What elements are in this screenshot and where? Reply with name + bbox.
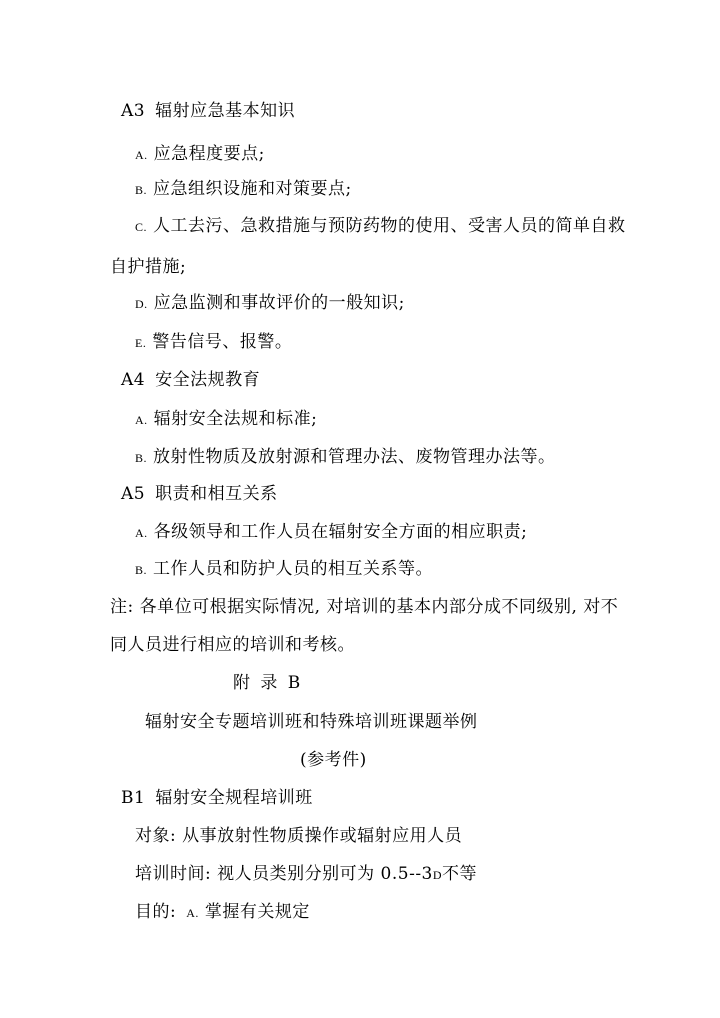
b1-purpose: [135, 900, 310, 925]
item-label: B.: [135, 451, 148, 465]
item-label: A.: [135, 148, 148, 162]
list-item: [135, 142, 265, 167]
list-item: [135, 445, 556, 470]
duration-suffix: 不等: [442, 864, 478, 884]
section-title: 辐射应急基本知识: [155, 101, 296, 121]
duration-unit: D: [432, 868, 443, 882]
purpose-label: A.: [186, 906, 199, 920]
list-item: [135, 557, 433, 582]
item-text: 放射性物质及放射源和管理办法、废物管理办法等。: [153, 447, 556, 467]
item-text: 工作人员和防护人员的相互关系等。: [153, 559, 434, 579]
section-b1-heading: [121, 786, 313, 810]
item-text: 应急组织设施和对策要点;: [153, 179, 352, 199]
b1-duration: [135, 862, 477, 887]
list-item: [135, 520, 527, 545]
list-item: [135, 407, 317, 432]
list-item: [135, 214, 626, 239]
item-label: A.: [135, 526, 148, 540]
section-title: 职责和相互关系: [155, 484, 278, 504]
item-text: 人工去污、急救措施与预防药物的使用、受害人员的简单自救: [153, 216, 626, 236]
item-text: 应急程度要点;: [153, 144, 265, 164]
section-a5-heading: [121, 482, 278, 506]
list-item-continuation: 自护措施;: [110, 257, 187, 277]
list-item: [135, 330, 292, 355]
item-text: 应急监测和事故评价的一般知识;: [153, 293, 405, 313]
list-item: [135, 291, 405, 316]
item-label: A.: [135, 413, 148, 427]
b1-target: 对象: 从事放射性物质操作或辐射应用人员: [135, 826, 463, 846]
section-title: 安全法规教育: [155, 370, 261, 390]
item-label: B.: [135, 563, 148, 577]
item-text: 辐射安全法规和标准;: [153, 409, 318, 429]
item-label: C.: [135, 220, 148, 234]
section-number: A4: [121, 370, 146, 390]
item-label: B.: [135, 183, 148, 197]
appendix-ref: (参考件): [300, 750, 367, 770]
purpose-text: 掌握有关规定: [204, 902, 310, 922]
appendix-title: 附 录 B: [233, 673, 301, 693]
section-a4-heading: [121, 368, 260, 392]
section-title: 辐射安全规程培训班: [155, 788, 313, 808]
item-text: 警告信号、报警。: [152, 332, 293, 352]
section-number: B1: [121, 788, 146, 808]
list-item: [135, 177, 352, 202]
item-text: 各级领导和工作人员在辐射安全方面的相应职责;: [153, 522, 528, 542]
item-label: D.: [135, 297, 148, 311]
duration-text: 培训时间: 视人员类别分别可为 0.5--3: [135, 864, 433, 884]
section-a3-heading: [121, 99, 295, 123]
purpose-prefix: 目的:: [135, 902, 177, 922]
section-number: A5: [121, 484, 146, 504]
item-label: E.: [135, 336, 147, 350]
appendix-subtitle: 辐射安全专题培训班和特殊培训班课题举例: [145, 712, 478, 732]
section-number: A3: [121, 101, 146, 121]
note-line-2: 同人员进行相应的培训和考核。: [110, 635, 355, 655]
note-line-1: 注: 各单位可根据实际情况, 对培训的基本内部分成不同级别, 对不: [110, 597, 619, 617]
